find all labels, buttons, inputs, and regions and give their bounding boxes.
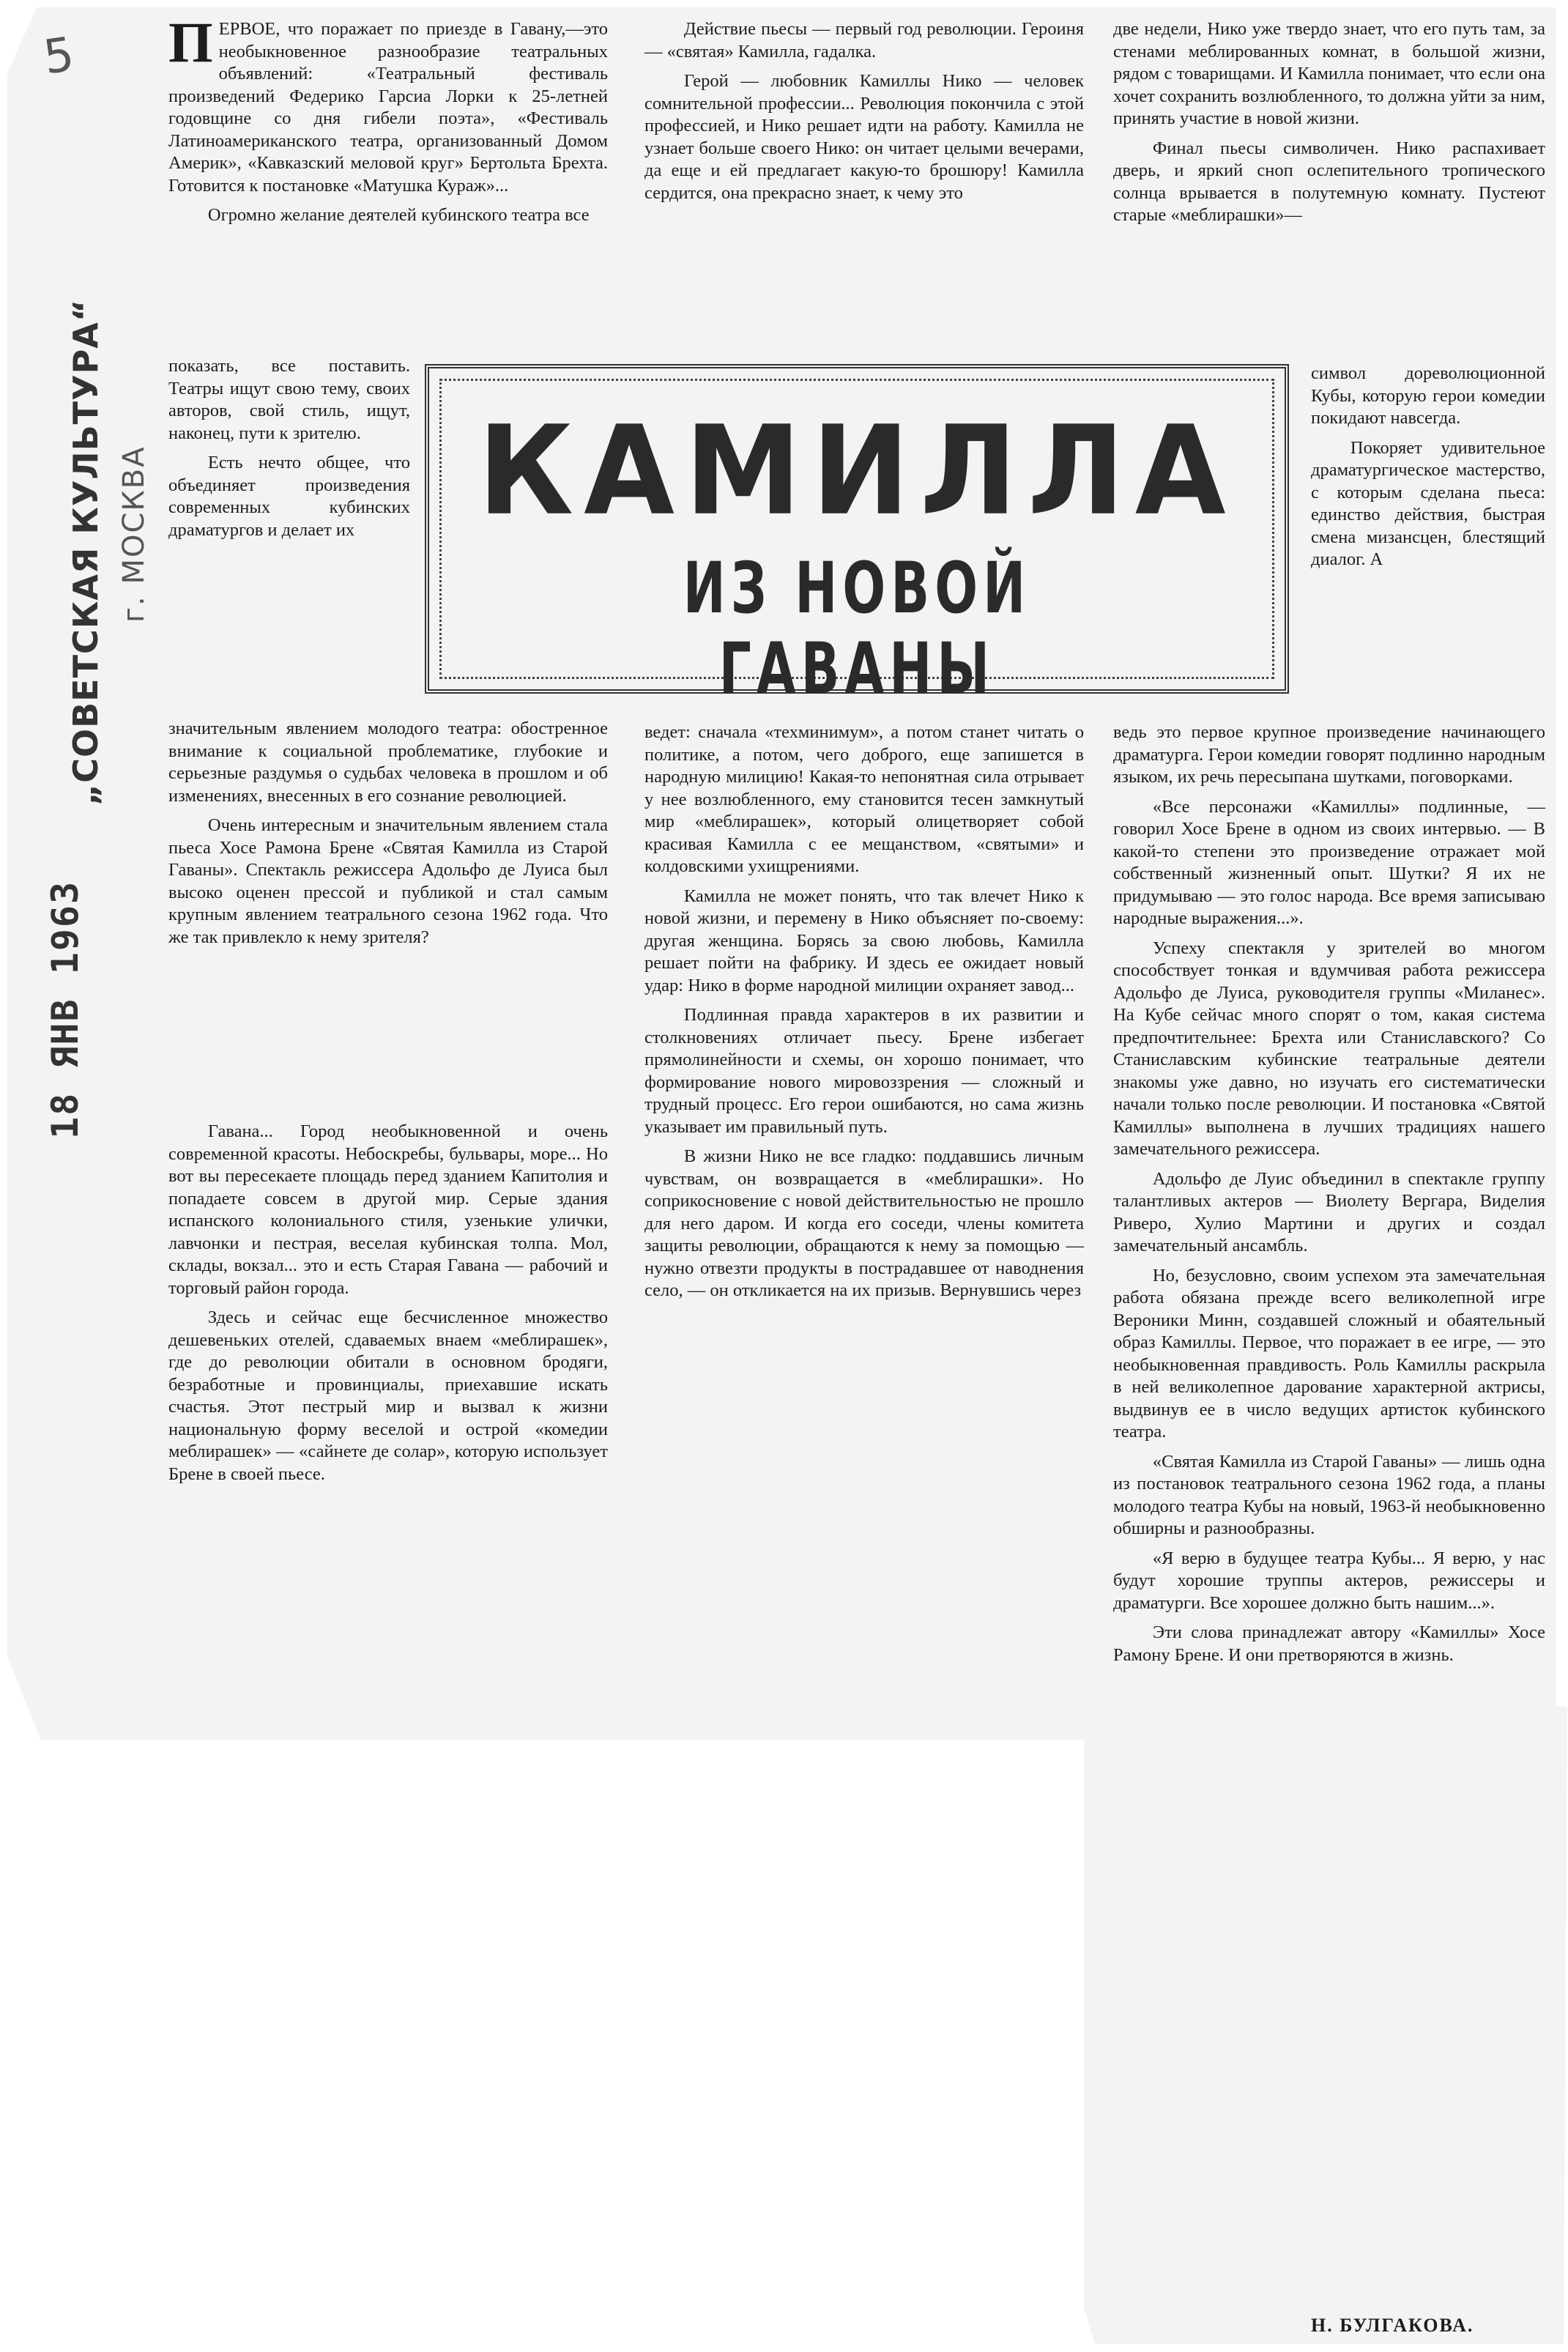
paragraph: Очень интересным и значительным явлением стала пьеса Хосе Рамона Брене «Святая Камилла из Старой Гаваны». Спектакль режиссера Адольфо де Луиса был высоко оценен прессой и публикой и стал самым крупным явлением театрального сезона 1962 года. Что же так привлекло к нему зрителя? — [168, 815, 608, 947]
page-number-mark: 5 — [40, 27, 78, 86]
paragraph: Подлинная правда характеров в их развитии и столкновениях отличает пьесу. Брене избегает прямолинейности и схемы, он хорошо понимает, что формирование нового мировоззрения — сложный и трудный процесс. Его герои ошибаются, но сама жизнь указывает им правильный путь. — [644, 1005, 1084, 1137]
drop-cap: П — [168, 10, 213, 74]
column-1c — [168, 718, 608, 956]
headline-title: КАМИЛЛА — [478, 398, 1236, 543]
paragraph: Здесь и сейчас еще бесчисленное множество дешевеньких отелей, сдаваемых внаем «меблирашек», где до революции обитали в основном бродяги, безработные и провинциалы, приехавшие искать счастья. Этот пестрый мир и вызвал к жизни национальную форму веселой и острой «комедии меблирашек» — «сайнете де солар», которую использует Брене в своей пьесе. — [168, 1307, 608, 1484]
paragraph: ведет: сначала «техминимум», а потом станет читать о политике, а потом, чего доброго, еще запишется в народную милицию! Какая-то непонятная сила отрывает у нее возлюбленного, ему становится тесен замкнутый мир «меблирашек», который олицетворяет собой красивая Камилла с ее мещанством, «святыми» и колдовскими ухищрениями. — [644, 722, 1084, 876]
paragraph: «Святая Камилла из Старой Гаваны» — лишь одна из постановок театрального сезона 1962 года, а планы молодого театра Кубы на новый, 1963-й необыкновенно обширны и разнообразны. — [1113, 1451, 1545, 1538]
column-3b — [1311, 363, 1545, 579]
paragraph: Герой — любовник Камиллы Нико — человек сомнительной профессии... Революция покончила с этой профессией, и Нико решает идти на работу. Камилла не узнает больше своего Нико: он читает целыми вечерами, да еще и ей предлагает какую-то брошюру! Камилла сердится, она прекрасно знает, к чему это — [644, 71, 1084, 203]
source-label: „СОВЕТСКАЯ КУЛЬТУРА“ — [66, 298, 105, 806]
paragraph: «Я верю в будущее театра Кубы... Я верю, у нас будут хорошие труппы актеров, режиссеры и драматурги. Все хорошее должно быть нашим...». — [1113, 1548, 1545, 1613]
paragraph: Эти слова принадлежат автору «Камиллы» Хосе Рамону Брене. И они претворяются в жизнь. — [1113, 1622, 1545, 1665]
column-3c — [1113, 721, 1545, 1674]
paragraph: Огромно желание деятелей кубинского театра все — [207, 205, 590, 225]
paragraph: Гавана... Город необыкновенной и очень современной красоты. Небоскребы, бульвары, море... Но вот вы пересекаете площадь перед зданием Капитолия и попадаете совсем в другой мир. Серые здания испанского колониального стиля, узенькие улички, лавчонки и пестрая, веселая кубинская толпа. Мол, склады, вокзал... это и есть Старая Гавана — рабочий и торговый район города. — [168, 1121, 608, 1298]
paragraph: символ дореволюционной Кубы, которую герои комедии покидают навсегда. — [1311, 363, 1545, 428]
paragraph: Есть нечто общее, что объединяет произведения современных кубинских драматургов и делает их — [168, 453, 410, 540]
paragraph: Камилла не может понять, что так влечет Нико к новой жизни, и перемену в Нико объясняет по-своему: другая женщина. Борясь за свою любовь, Камилла решает пойти на фабрику. И здесь ее ожидает новый удар: Нико в форме народной милиции охраняет завод... — [644, 886, 1084, 995]
paragraph-text: ЕРВОЕ, что поражает по приезде в Гавану,—это необыкновенное разнообразие театральных объявлений: «Театральный фестиваль произведений Федерико Гарсиа Лорки к 25-летней годовщине со дня гибели поэта», «Фестиваль Латиноамериканского театра, организованный Домом Америк», «Кавказский меловой круг» Бертольта Брехта. Готовится к постановке «Матушка Кураж»... — [168, 19, 608, 196]
paragraph: Покоряет удивительное драматургическое мастерство, с которым сделана пьеса: единство действия, быстрая смена мизансцен, блестящий диалог. А — [1311, 437, 1545, 569]
paragraph: В жизни Нико не все гладко: поддавшись личным чувствам, он возвращается в «меблирашки». Но соприкосновение с новой действительностью не прошло для него даром. И когда его соседи, члены комитета защиты революции, обращаются к нему за помощью — нужно отвезти продукты в пострадавшее от наводнения село, — он откликается на их призыв. Вернувшись через — [644, 1146, 1084, 1300]
column-2b — [644, 721, 1084, 1310]
column-3a — [1113, 18, 1545, 234]
paragraph: Адольфо де Луис объединил в спектакле группу талантливых актеров — Виолету Вергара, Виделия Риверо, Хулио Мартини и других и создал замечательный ансамбль. — [1113, 1168, 1545, 1255]
paragraph — [168, 10, 608, 197]
column-1b — [168, 355, 410, 549]
paragraph: «Все персонажи «Камиллы» подлинные, — говорил Хосе Брене в одном из своих интервью. — В какой-то степени это произведение отражает мой собственный жизненный опыт. Шутки? Я их не придумываю — это голос народа. Все время записываю народные выражения...». — [1113, 796, 1545, 928]
date-stamp: 18 ЯНВ 1963 — [44, 880, 86, 1139]
city-label: г. МОСКВА — [117, 445, 151, 623]
paragraph: Действие пьесы — первый год революции. Героиня — «святая» Камилла, гадалка. — [644, 19, 1084, 62]
paragraph: ведь это первое крупное произведение начинающего драматурга. Герои комедии говорят подлинно народным языком, их речь пересыпана шутками, поговорками. — [1113, 722, 1545, 787]
paragraph: значительным явлением молодого театра: обостренное внимание к социальной проблематике, глубокие и серьезные раздумья о судьбах человека в прошлом и об изменениях, внесенных в его сознание революцией. — [168, 719, 608, 806]
paragraph: две недели, Нико уже твердо знает, что его путь там, за стенами меблированных комнат, в большой жизни, рядом с товарищами. И Камилла понимает, что если она хочет сохранить возлюбленного, то должна уйти за ним, принять участие в новой жизни. — [1113, 19, 1545, 128]
paragraph: Успеху спектакля у зрителей во многом способствует тонкая и вдумчивая работа режиссера Адольфо де Луиса, руководителя группы «Миланес». На Кубе сейчас много спорят о том, какая система предпочтительнее: Брехта или Станиславского? Со Станиславским кубинские театральные деятели знакомы уже давно, но изучать его систематически начали только после революции. И постановка «Святой Камиллы» выполнена в лучших традициях нашего замечательного режиссера. — [1113, 938, 1545, 1159]
column-1a — [168, 10, 608, 234]
author-signature: Н. БУЛГАКОВА. — [1311, 2315, 1474, 2336]
headline-subtitle: ИЗ НОВОЙ ГАВАНЫ — [683, 547, 1031, 710]
newspaper-clipping-lower — [1084, 1707, 1567, 2344]
paragraph: Финал пьесы символичен. Нико распахивает дверь, и яркий сноп ослепительного тропического солнца врывается в полутемную комнату. Пустеют старые «меблирашки»— — [1113, 138, 1545, 225]
column-2a — [644, 18, 1084, 212]
headline-box — [425, 364, 1289, 710]
paragraph: Но, безусловно, своим успехом эта замечательная работа обязана прежде всего великолепной игре Вероники Минн, создавшей сложный и обаятельный образ Камиллы. Первое, что поражает в ее игре, — это необыкновенная правдивость. Роль Камиллы раскрыла в ней великолепное дарование характерной актрисы, выдвинув ее в число ведущих артисток кубинского театра. — [1113, 1265, 1545, 1442]
paragraph: показать, все поставить. Театры ищут свою тему, своих авторов, свой стиль, ищут, наконец, пути к зрителю. — [168, 356, 410, 443]
column-1d — [168, 1121, 608, 1493]
